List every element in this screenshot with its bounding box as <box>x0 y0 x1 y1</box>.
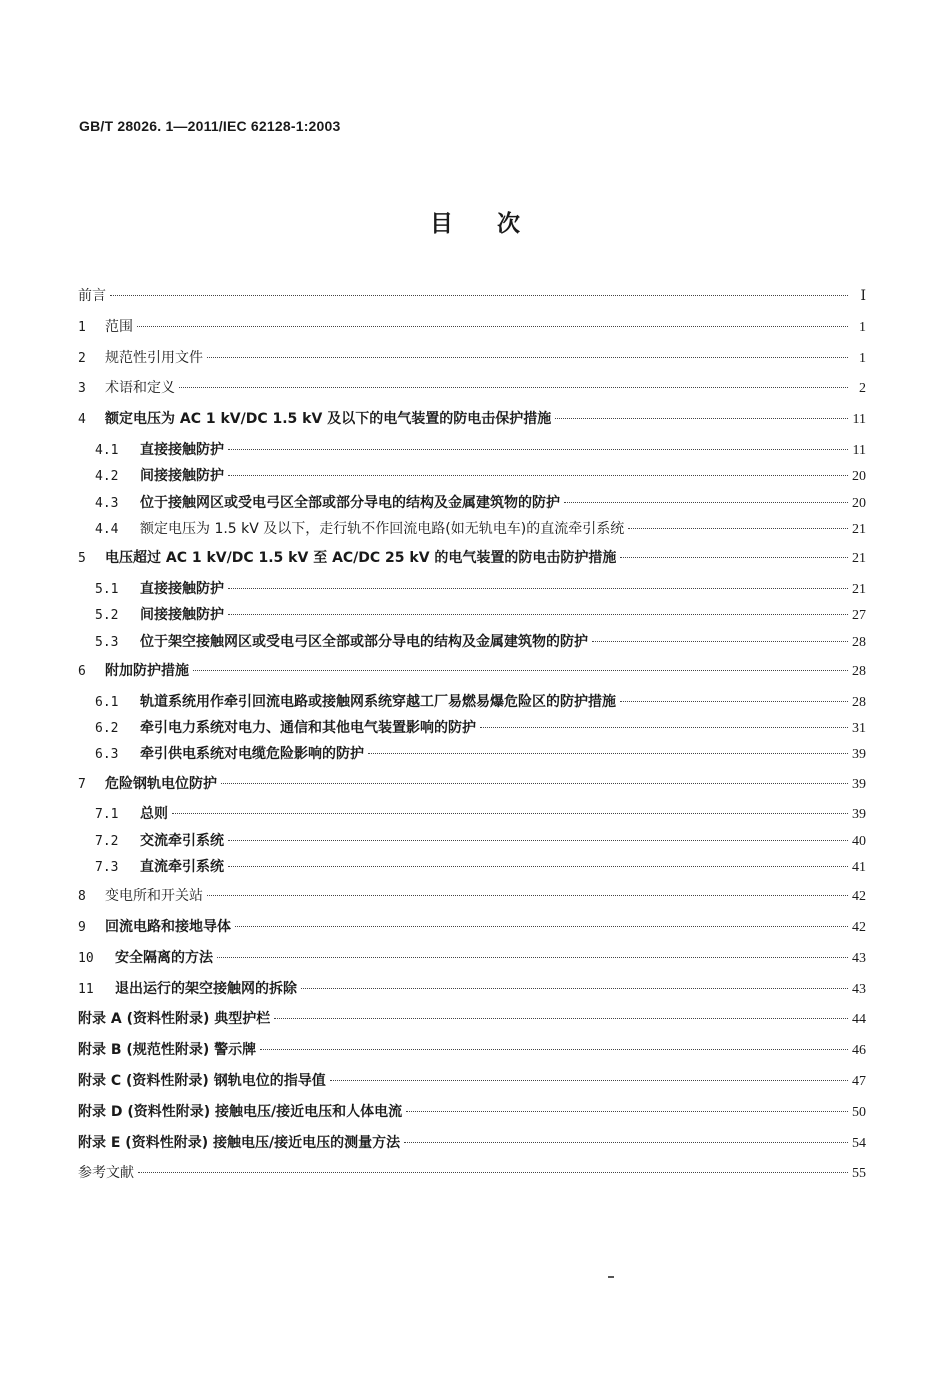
toc-entry[interactable] <box>78 347 866 378</box>
toc-entry-page: 44 <box>852 1012 866 1028</box>
toc-entry-number: 4 <box>78 412 86 428</box>
dot-leader <box>620 557 848 558</box>
dot-leader <box>301 988 848 989</box>
toc-entry-label: 轨道系统用作牵引回流电路或接触网系统穿越工厂易燃易爆危险区的防护措施 <box>140 693 616 710</box>
toc-entry-label: 附录 A (资料性附录) 典型护栏 <box>78 1011 271 1028</box>
toc-entry-number: 4.2 <box>95 469 119 485</box>
toc-entry[interactable] <box>78 978 866 1009</box>
toc-entry[interactable] <box>78 773 866 804</box>
toc-entry-number: 7.1 <box>95 807 119 823</box>
toc-entry-page: 55 <box>852 1166 866 1182</box>
toc-entry[interactable] <box>78 316 866 347</box>
toc-entry-page: 41 <box>852 859 866 875</box>
dot-leader <box>228 614 848 615</box>
toc-entry-page: 54 <box>852 1135 866 1151</box>
dot-leader <box>207 357 848 358</box>
dot-leader <box>228 588 848 589</box>
toc-entry-label: 危险钢轨电位防护 <box>105 775 217 792</box>
dot-leader <box>110 295 848 296</box>
toc-entry-label: 前言 <box>78 288 106 304</box>
toc-entry-page: 1 <box>859 319 866 335</box>
toc-entry-number: 1 <box>78 319 86 335</box>
toc-entry-label: 牵引供电系统对电缆危险影响的防护 <box>140 746 364 763</box>
toc-entry[interactable] <box>78 916 866 947</box>
toc-entry-label: 直接接触防护 <box>140 580 224 597</box>
toc-entry-number: 8 <box>78 889 86 905</box>
dot-leader <box>228 449 848 450</box>
toc-entry-page: 21 <box>852 551 866 567</box>
toc-entry-label: 变电所和开关站 <box>105 888 203 905</box>
standard-id: GB/T 28026. 1—2011/IEC 62128-1:2003 <box>79 118 341 134</box>
toc-entry[interactable] <box>78 717 866 743</box>
dot-leader <box>628 528 848 529</box>
toc-entry-label: 术语和定义 <box>105 380 175 397</box>
toc-entry[interactable] <box>78 604 866 630</box>
dot-leader <box>172 813 848 814</box>
toc-entry-page: 42 <box>852 889 866 905</box>
toc-entry-label: 直接接触防护 <box>140 441 224 458</box>
dot-leader <box>564 502 848 503</box>
toc-entry-number: 7 <box>78 776 86 792</box>
toc-entry-label: 位于接触网区或受电弓区全部或部分导电的结构及金属建筑物的防护 <box>140 494 560 511</box>
toc-entry-label: 总则 <box>140 806 168 823</box>
dot-leader <box>207 895 848 896</box>
toc-entry-page: 50 <box>852 1104 866 1120</box>
page-mark <box>608 1276 614 1278</box>
toc-entry-label: 参考文献 <box>78 1165 134 1182</box>
toc-entry[interactable] <box>78 1070 866 1101</box>
toc-entry[interactable] <box>78 518 866 544</box>
toc-entry-number: 2 <box>78 350 86 366</box>
toc-entry-label: 交流牵引系统 <box>140 832 224 849</box>
dot-leader <box>235 926 848 927</box>
toc-entry-page: 28 <box>852 694 866 710</box>
toc-entry-number: 5 <box>78 551 86 567</box>
toc-entry-number: 4.4 <box>95 521 119 537</box>
dot-leader <box>368 753 848 754</box>
dot-leader <box>138 1172 848 1173</box>
toc-entry-number: 11 <box>78 981 94 997</box>
toc-entry-label: 范围 <box>105 318 133 335</box>
dot-leader <box>221 783 848 784</box>
toc-entry-label: 牵引电力系统对电力、通信和其他电气装置影响的防护 <box>140 719 476 736</box>
dot-leader <box>330 1080 848 1081</box>
toc-entry-page: 39 <box>852 807 866 823</box>
toc-entry-label: 附录 B (规范性附录) 警示牌 <box>78 1042 257 1059</box>
toc-entry[interactable] <box>78 377 866 408</box>
toc-entry-page: 11 <box>852 412 866 428</box>
toc-entry-number: 5.2 <box>95 608 119 624</box>
toc-entry-page: 43 <box>852 981 866 997</box>
toc-entry-number: 4.1 <box>95 442 119 458</box>
toc-entry[interactable] <box>78 803 866 829</box>
toc-entry-label: 安全隔离的方法 <box>115 949 213 966</box>
toc-entry[interactable] <box>78 1162 866 1193</box>
dot-leader <box>228 866 848 867</box>
toc-entry-page: 39 <box>852 747 866 763</box>
toc-entry-number: 6 <box>78 663 86 679</box>
toc-entry-number: 7.3 <box>95 859 119 875</box>
toc-entry[interactable] <box>78 830 866 856</box>
toc-entry-page: 21 <box>852 581 866 597</box>
toc-entry-page: 20 <box>852 469 866 485</box>
toc-entry-page: 11 <box>852 442 866 458</box>
toc-entry-page: 20 <box>852 495 866 511</box>
toc-entry-number: 9 <box>78 920 86 936</box>
toc-entry-number: 6.3 <box>95 747 119 763</box>
toc-entry-page: 47 <box>852 1074 866 1090</box>
toc-entry[interactable] <box>78 578 866 604</box>
toc-entry[interactable] <box>78 408 866 439</box>
toc-entry-page: 28 <box>852 634 866 650</box>
toc-entry[interactable] <box>78 492 866 518</box>
dot-leader <box>228 475 848 476</box>
toc-entry-number: 10 <box>78 950 94 966</box>
toc-entry-label: 附录 C (资料性附录) 钢轨电位的指导值 <box>78 1073 326 1090</box>
dot-leader <box>228 840 848 841</box>
toc-entry[interactable] <box>78 1101 866 1132</box>
toc-entry[interactable] <box>78 1132 866 1163</box>
toc-entry-number: 7.2 <box>95 833 119 849</box>
dot-leader <box>179 387 848 388</box>
toc-entry[interactable] <box>78 1039 866 1070</box>
toc-entry-label: 附加防护措施 <box>105 662 189 679</box>
dot-leader <box>480 727 848 728</box>
toc-entry-label: 间接接触防护 <box>140 468 224 485</box>
toc-entry[interactable] <box>78 660 866 691</box>
dot-leader <box>404 1142 848 1143</box>
toc-entry[interactable] <box>78 547 866 578</box>
toc-entry-page: 2 <box>859 381 866 397</box>
dot-leader <box>555 418 848 419</box>
toc-entry-page: 43 <box>852 950 866 966</box>
toc-entry-label: 电压超过 AC 1 kV/DC 1.5 kV 至 AC/DC 25 kV 的电气装置的防电击防护措施 <box>105 550 617 567</box>
toc-entry-page: 1 <box>859 350 866 366</box>
toc-entry[interactable] <box>78 1008 866 1039</box>
toc-entry[interactable] <box>78 885 866 916</box>
toc-entry-page: 39 <box>852 776 866 792</box>
toc-entry[interactable] <box>78 947 866 978</box>
toc-entry-label: 规范性引用文件 <box>105 349 203 366</box>
toc-entry[interactable] <box>78 856 866 882</box>
toc-entry-number: 6.2 <box>95 720 119 736</box>
toc-entry-number: 5.1 <box>95 581 119 597</box>
dot-leader <box>274 1018 848 1019</box>
dot-leader <box>217 957 848 958</box>
toc-entry-label: 额定电压为 AC 1 kV/DC 1.5 kV 及以下的电气装置的防电击保护措施 <box>105 411 552 428</box>
toc-entry-number: 5.3 <box>95 634 119 650</box>
toc-entry-page: 31 <box>852 720 866 736</box>
toc-entry-label: 间接接触防护 <box>140 607 224 624</box>
dot-leader <box>193 670 848 671</box>
dot-leader <box>620 701 848 702</box>
toc-entry-label: 附录 E (资料性附录) 接触电压/接近电压的测量方法 <box>78 1134 401 1151</box>
toc-entry-page: Ⅰ <box>860 289 866 304</box>
table-of-contents <box>78 285 866 1193</box>
toc-entry-page: 40 <box>852 833 866 849</box>
toc-entry-label: 位于架空接触网区或受电弓区全部或部分导电的结构及金属建筑物的防护 <box>140 633 588 650</box>
toc-entry[interactable] <box>78 439 866 465</box>
toc-entry-page: 42 <box>852 920 866 936</box>
toc-entry-number: 4.3 <box>95 495 119 511</box>
toc-entry-page: 27 <box>852 608 866 624</box>
toc-entry[interactable] <box>78 631 866 657</box>
toc-entry-label: 附录 D (资料性附录) 接触电压/接近电压和人体电流 <box>78 1103 403 1120</box>
toc-entry-page: 46 <box>852 1043 866 1059</box>
toc-entry-label: 额定电压为 1.5 kV 及以下，走行轨不作回流电路(如无轨电车)的直流牵引系统 <box>140 520 625 537</box>
toc-entry[interactable] <box>78 465 866 491</box>
toc-entry-label: 退出运行的架空接触网的拆除 <box>115 980 297 997</box>
toc-entry-number: 3 <box>78 381 86 397</box>
toc-entry[interactable] <box>78 691 866 717</box>
toc-entry-page: 21 <box>852 521 866 537</box>
toc-entry-label: 回流电路和接地导体 <box>105 919 231 936</box>
dot-leader <box>137 326 848 327</box>
toc-entry[interactable] <box>78 285 866 316</box>
dot-leader <box>406 1111 848 1112</box>
toc-entry-label: 直流牵引系统 <box>140 858 224 875</box>
dot-leader <box>592 641 848 642</box>
page-title: 目次 <box>430 211 564 237</box>
toc-entry[interactable] <box>78 743 866 769</box>
dot-leader <box>260 1049 848 1050</box>
toc-entry-page: 28 <box>852 663 866 679</box>
toc-entry-number: 6.1 <box>95 694 119 710</box>
